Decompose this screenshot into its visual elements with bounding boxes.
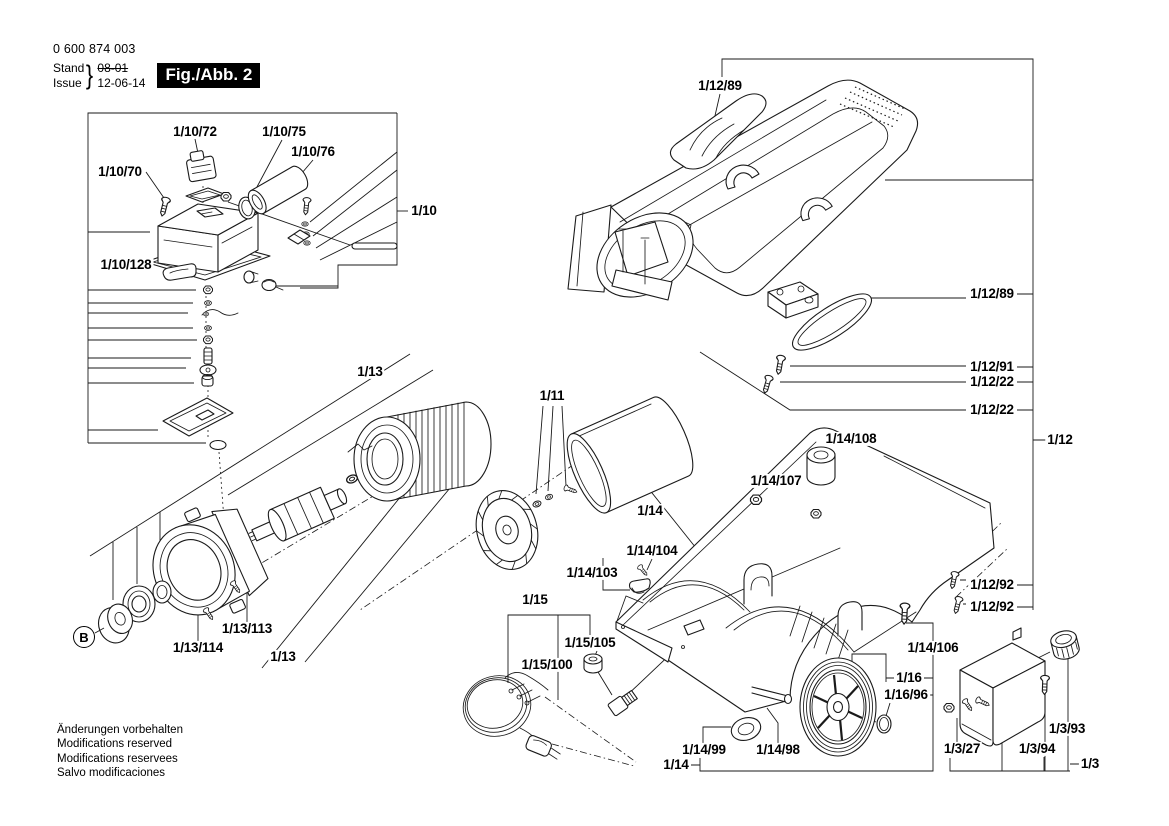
screw-head-part <box>262 280 276 291</box>
title-block <box>53 42 260 91</box>
part-label-1-12-91: 1/12/91 <box>970 358 1014 374</box>
part-label-1-14-108: 1/14/108 <box>825 430 877 446</box>
part-label-1-10: 1/10 <box>411 202 437 218</box>
issue-date: 12-06-14 <box>97 75 146 90</box>
issue-label: Issue <box>53 75 82 90</box>
part-label-1-14-103: 1/14/103 <box>566 564 618 580</box>
bracket-plate-assembly <box>768 282 818 318</box>
shaft-seal <box>153 581 171 603</box>
disclaimer-line: Modifications reserved <box>57 738 173 751</box>
part-label-1-10-75: 1/10/75 <box>262 123 306 139</box>
mounting-pillar <box>838 602 862 636</box>
pump-head-group <box>145 149 397 450</box>
part-label-1-10-128: 1/10/128 <box>100 256 152 272</box>
knurled-knob <box>1049 628 1081 661</box>
part-label-1-14-99: 1/14/99 <box>682 741 726 757</box>
part-label-1-10-72: 1/10/72 <box>173 123 217 139</box>
brace-glyph: } <box>86 60 94 90</box>
armature <box>244 479 352 552</box>
view-marker-b: B <box>73 626 95 648</box>
wheel <box>800 658 891 756</box>
part-label-1-13: 1/13 <box>270 648 296 664</box>
part-label-1-10-76: 1/10/76 <box>291 143 335 159</box>
capacitor-box <box>960 628 1045 746</box>
part-label-1-15-100: 1/15/100 <box>521 656 573 672</box>
hub-cap <box>728 714 763 744</box>
stand-label: Stand <box>53 61 85 76</box>
cable-gland <box>607 689 638 717</box>
capacitor-cylinder <box>245 163 312 217</box>
part-label-1-16: 1/16 <box>896 669 922 685</box>
part-label-1-12: 1/12 <box>1047 431 1073 447</box>
part-label-1-15-105: 1/15/105 <box>564 634 616 650</box>
figure-label: Fig./Abb. 2 <box>157 63 260 88</box>
part-label-1-14-104: 1/14/104 <box>626 542 678 558</box>
plug-part <box>244 271 254 283</box>
part-label-1-13-114: 1/13/114 <box>172 639 224 655</box>
superseded-date: 08-01 <box>97 61 129 76</box>
pin <box>352 243 397 249</box>
part-label-1-16-96: 1/16/96 <box>884 686 928 702</box>
part-label-1-15: 1/15 <box>522 591 548 607</box>
cord-grommet <box>584 654 602 673</box>
part-number: 0 600 874 003 <box>53 42 136 56</box>
part-label-1-14-107: 1/14/107 <box>750 472 802 488</box>
leader-lines-1-11 <box>536 406 566 494</box>
fan-impeller <box>468 484 547 577</box>
part-label-1-14: 1/14 <box>663 756 689 772</box>
part-label-1-3-94: 1/3/94 <box>1018 740 1056 756</box>
part-label-1-14-106: 1/14/106 <box>907 639 959 655</box>
part-label-1-12-22: 1/12/22 <box>970 401 1014 417</box>
mains-plug <box>525 734 563 761</box>
part-label-1-12-92: 1/12/92 <box>970 598 1014 614</box>
switch <box>185 149 217 182</box>
wheel-o-ring <box>877 715 891 733</box>
disclaimer <box>57 723 183 781</box>
part-label-1-3-93: 1/3/93 <box>1048 720 1086 736</box>
part-label-1-12-92: 1/12/92 <box>970 576 1014 592</box>
part-label-1-3-27: 1/3/27 <box>943 740 981 756</box>
part-label-1-3: 1/3 <box>1080 755 1100 771</box>
part-label-1-12-22: 1/12/22 <box>970 373 1014 389</box>
rubber-buffer <box>807 447 835 485</box>
part-label-1-10-70: 1/10/70 <box>98 163 142 179</box>
stator <box>348 402 491 501</box>
disclaimer-line: Salvo modificaciones <box>57 767 166 780</box>
part-label-1-14-98: 1/14/98 <box>756 741 800 757</box>
part-label-1-12-89: 1/12/89 <box>970 285 1014 301</box>
part-label-1-13: 1/13 <box>357 363 383 379</box>
part-label-1-14: 1/14 <box>637 502 663 518</box>
part-label-1-12-89: 1/12/89 <box>698 77 742 93</box>
motor-sleeve <box>559 392 702 519</box>
disclaimer-line: Änderungen vorbehalten <box>57 724 183 736</box>
part-label-1-13-113: 1/13/113 <box>221 620 273 636</box>
top-cover-shell <box>568 77 918 394</box>
part-label-1-11: 1/11 <box>539 387 565 403</box>
disclaimer-line: Modifications reservees <box>57 752 178 765</box>
